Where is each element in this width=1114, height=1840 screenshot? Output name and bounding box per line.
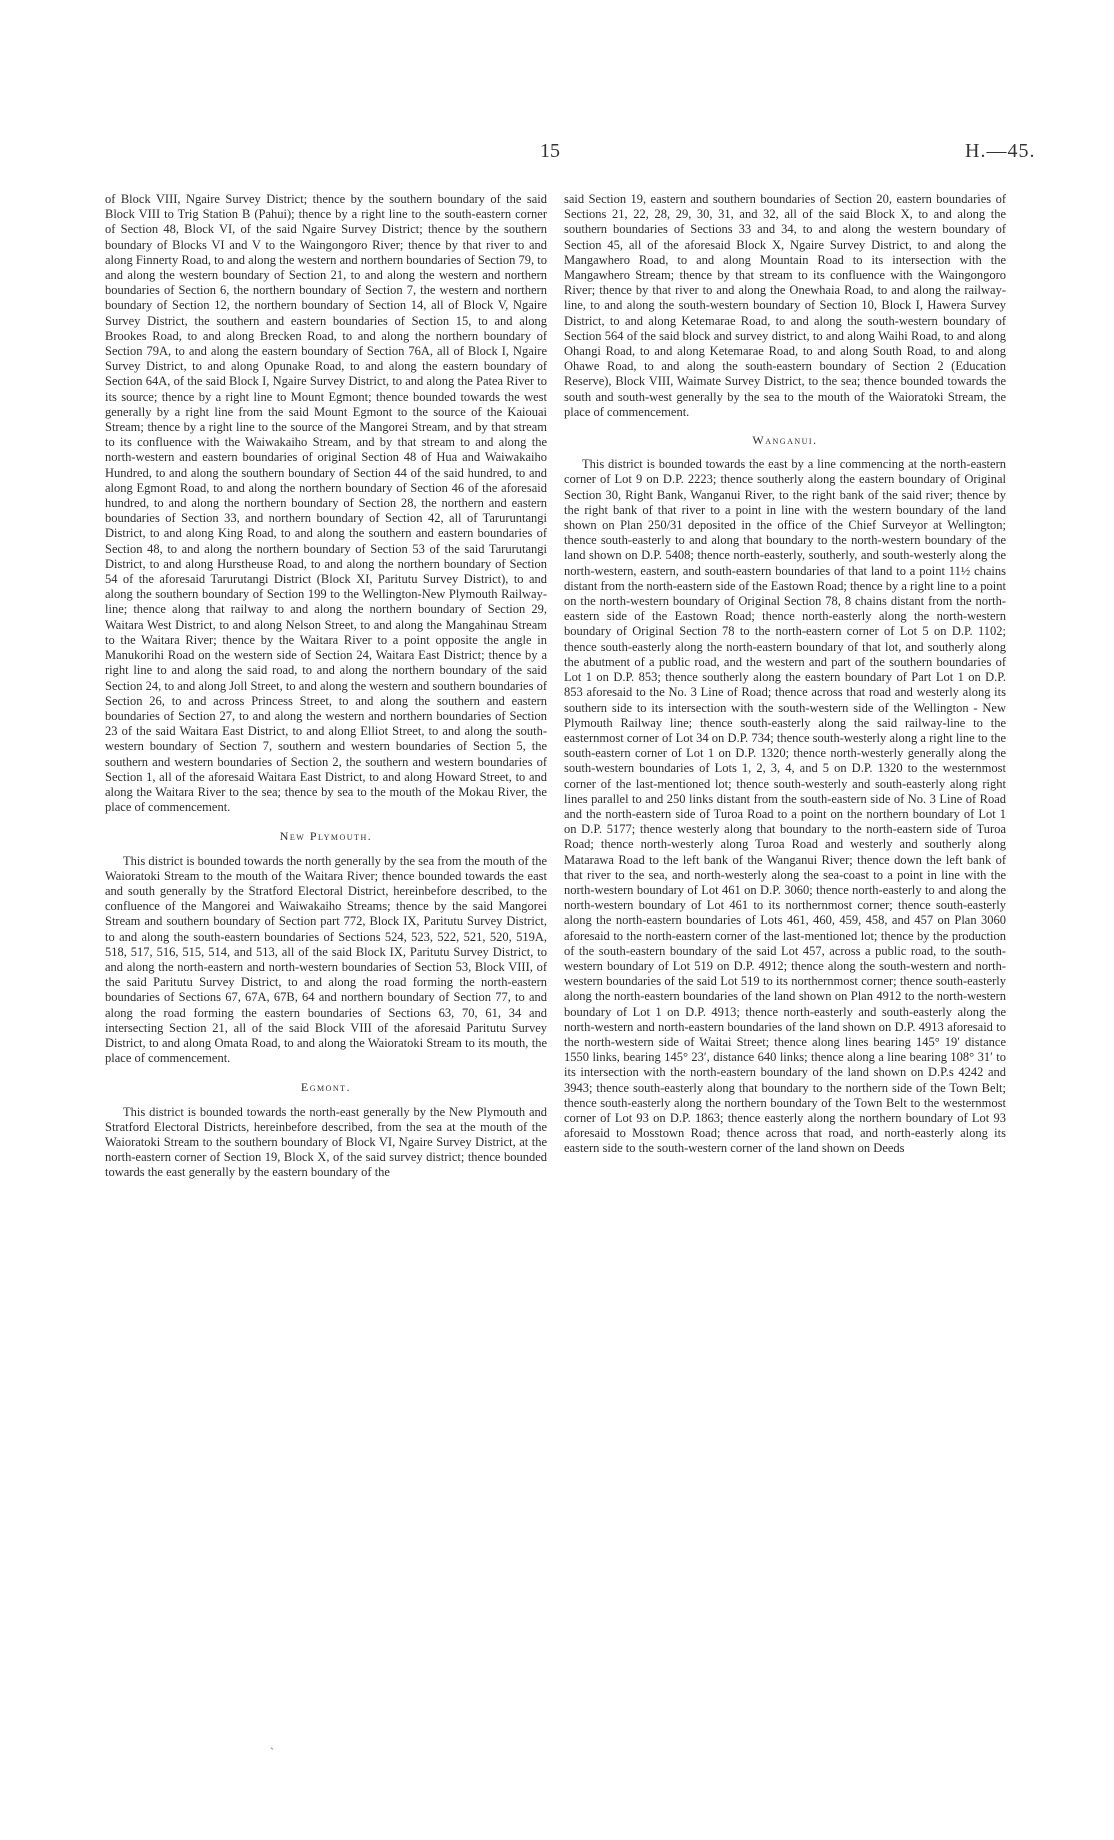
right-column [564,192,1006,1157]
heading-wanganui: Wanganui. [752,433,818,448]
document-reference: H.—45. [965,140,1036,162]
paragraph-egmont-continued: said Section 19, eastern and southern boundaries of Section 20, eastern boundaries of Sections 21, 22, 28, 29, 30, 31, and 32, all of the said Block X, to and along the southern boundaries of Sections 33 and 34, to and along the western boundary of Section 45, all of the aforesaid Block X, Ngaire Survey District, to and along the Mangawhero Road, to and along Mountain Road to its intersection with the Mangawhero Stream; thence by that stream to its confluence with the Waingongoro River; thence by that river to and along the Onewhaia Road, to and along the railway-line, to and along the south-western boundary of Section 10, Block I, Hawera Survey District, to and along Ketemarae Road, to and along the south-western boundary of Section 564 of the said block and survey district, to and along Waihi Road, to and along Ohangi Road, to and along Ketemarae Road, to and along South Road, to and along Ohawe Road, to and along the south-eastern boundary of Section 2 (Education Reserve), Block VIII, Waimate Survey District, to the sea; thence bounded towards the south and south-west generally by the sea to the mouth of the Waioratoki Stream, the place of commencement. [564,192,1006,419]
page-number: 15 [540,140,560,162]
heading-new-plymouth: New Plymouth. [279,829,373,844]
paragraph-new-plymouth: This district is bounded towards the north generally by the sea from the mouth of the Waioratoki Stream to the mouth of the Waitara River; thence bounded towards the east and south generally by the Stratford Electoral District, hereinbefore described, to the confluence of the Mangorei and Waiwakaiho Streams; thence by the said Mangorei Stream and southern boundary of Section part 772, Block IX, Paritutu Survey District, to and along the south-eastern boundaries of Sections 524, 523, 522, 521, 520, 519A, 518, 517, 516, 515, 514, and 513, all of the said Block IX, Paritutu Survey District, to and along the north-eastern and north-western boundaries of Section 53, Block VIII, of the said Paritutu Survey District, to and along the road forming the north-eastern boundaries of Sections 67, 67A, 67B, 64 and northern boundary of Section 77, to and along the road forming the eastern boundaries of Sections 63, 70, 61, 34 and intersecting Section 21, all of the said Block VIII of the aforesaid Paritutu Survey District, to and along Omata Road, to and along the Waioratoki Stream to its mouth, the place of commencement. [105,853,547,1066]
paragraph-stratford-continued: of Block VIII, Ngaire Survey District; thence by the southern boundary of the said Block VIII to Trig Station B (Pahui); thence by a right line to the south-eastern corner of Section 48, Block VI, of the said Ngaire Survey District; thence by the southern boundary of Blocks VI and V to the Waingongoro River; thence by that river to and along Finnerty Road, to and along the western and northern boundaries of Section 79, to and along the western boundary of Section 21, to and along the western and northern boundaries of Section 6, the northern boundary of Section 7, the western and northern boundary of Section 12, the northern boundary of Section 14, all of Block V, Ngaire Survey District, the southern and eastern boundaries of Section 15, to and along Brookes Road, to and along Brecken Road, to and along the northern boundary of Section 79A, to and along the eastern boundary of Section 76A, all of Block I, Ngaire Survey District, to and along Opunake Road, to and along the eastern boundary of Section 64A, of the said Block I, Ngaire Survey District, to and along the Patea River to its source; thence by a right line to Mount Egmont; thence bounded towards the west generally by a right line from the said Mount Egmont to the source of the Kaiouai Stream; thence by a right line to the source of the Mangorei Stream, and by that stream to its confluence with the Waiwakaiho Stream, and by that stream to and along the north-western and eastern boundaries of original Section 48 of Hua and Waiwakaiho Hundred, to and along the southern boundary of Section 44 of the said hundred, to and along Egmont Road, to and along the northern boundary of Section 46 of the aforesaid hundred, to and along the northern boundary of Section 28, the northern and eastern boundaries of Section 33, and northern boundary of Section 42, all of Taruruntangi District, to and along King Road, to and along the southern and eastern boundaries of Section 48, to and along the northern boundary of Section 53 of the said Tarurutangi District, to and along Hurstheuse Road, to and along the northern boundary of Section 54 of the aforesaid Tarurutangi District (Block XI, Paritutu Survey District), to and along the southern boundary of Section 199 to the Wellington-New Plymouth Railway-line; thence along that railway to and along the northern boundary of Section 29, Waitara West District, to and along Nelson Street, to and along the Mangahinau Stream to the Waitara River; thence by the Waitara River to a point opposite the angle in Manukorihi Road on the western side of Section 24, Waitara East District; thence by a right line to and along the said road, to and along the northern boundary of the said Section 24, to and along Joll Street, to and along the western and southern boundaries of Section 26, to and across Princess Street, to and along the southern and eastern boundaries of Section 27, to and along the western and northern boundaries of Section 23 of the said Waitara East District, to and along Elliot Street, to and along the south-western boundary of Section 7, southern and western boundaries of Section 5, the southern and western boundaries of Section 2, the southern and western boundaries of Section 1, all of the aforesaid Waitara East District, to and along Howard Street, to and along the Waitara River to the sea; thence by sea to the mouth of the Mokau River, the place of commencement. [105,192,547,815]
footer-mark: ˎ [270,1736,274,1750]
heading-egmont: Egmont. [300,1080,352,1095]
left-column [105,192,547,1181]
paragraph-wanganui: This district is bounded towards the east by a line commencing at the north-eastern corner of Lot 9 on D.P. 2223; thence southerly along the eastern boundary of Original Section 30, Right Bank, Wanganui River, to the right bank of the said river; thence by the right bank of that river to a point in line with the western boundary of the land shown on Plan 250/31 deposited in the office of the Chief Surveyor at Wellington; thence south-easterly to and along that boundary to the north-western boundary of the land shown on D.P. 5408; thence north-easterly, southerly, and south-westerly along the north-western, eastern, and south-eastern boundaries of that land to a point 11½ chains distant from the north-eastern side of the Eastown Road; thence by a right line to a point on the north-western boundary of Original Section 78, 8 chains distant from the north-eastern side of the Eastown Road; thence north-easterly along the north-western boundary of Original Section 78 to the north-eastern corner of Lot 5 on D.P. 1102; thence south-easterly along the north-eastern boundary of that lot, and southerly along the abutment of a public road, and the western and part of the southern boundaries of Lot 1 on D.P. 853; thence southerly along the eastern boundary of Part Lot 1 on D.P. 853 aforesaid to the No. 3 Line of Road; thence across that road and westerly along its southern side to its intersection with the south-western side of the Wellington - New Plymouth Railway line; thence south-easterly along the said railway-line to the easternmost corner of Lot 34 on D.P. 734; thence south-westerly along a right line to the south-eastern corner of Lot 1 on D.P. 1320; thence north-westerly generally along the south-western boundaries of Lots 1, 2, 3, 4, and 5 on D.P. 1320 to the westernmost corner of the last-mentioned lot; thence south-westerly and south-easterly along right lines parallel to and 250 links distant from the south-eastern side of No. 3 Line of Road and the north-eastern side of Turoa Road to a point on the northern boundary of Lot 1 on D.P. 5177; thence westerly along that boundary to the north-eastern side of Turoa Road; thence north-westerly along Turoa Road and westerly and southerly along Matarawa Road to the left bank of the Wanganui River; thence down the left bank of that river to the sea, and north-westerly along the sea-coast to a point in line with the north-western boundary of Lot 461 on D.P. 3060; thence north-easterly to and along the north-western boundary of Lot 461 to its northernmost corner; thence south-easterly along the north-eastern boundaries of Lots 461, 460, 459, 458, and 457 on Plan 3060 aforesaid to the north-eastern corner of the last-mentioned lot; thence by the production of the south-eastern boundary of the said Lot 457, across a public road, to the south-western boundary of Lot 519 on D.P. 4912; thence along the south-western and north-western boundaries of the said Lot 519 to its northernmost corner; thence south-easterly along the north-eastern boundaries of the land shown on Plan 4912 to the north-western boundary of Lot 1 on D.P. 4913; thence north-easterly and south-easterly along the north-western and north-eastern boundaries of the land shown on D.P. 4913 aforesaid to the north-western side of Waitai Street; thence along lines bearing 145° 19′ distance 1550 links, bearing 145° 23′, distance 640 links; thence along a line bearing 108° 31′ to its intersection with the north-eastern boundary of the land shown on D.P.s 4242 and 3943; thence south-easterly along that boundary to the northern side of the Town Belt; thence south-easterly along the northern boundary of the Town Belt to the westernmost corner of Lot 93 on D.P. 1863; thence easterly along the northern boundary of Lot 93 aforesaid to Mosstown Road; thence across that road, and north-easterly along its eastern side to the south-western corner of the land shown on Deeds [564,457,1006,1156]
paragraph-egmont: This district is bounded towards the north-east generally by the New Plymouth and Stratford Electoral Districts, hereinbefore described, from the sea at the mouth of the Waioratoki Stream to the southern boundary of Block VI, Ngaire Survey District, at the north-eastern corner of Section 19, Block X, of the said survey district; thence bounded towards the east generally by the eastern boundary of the [105,1104,547,1180]
